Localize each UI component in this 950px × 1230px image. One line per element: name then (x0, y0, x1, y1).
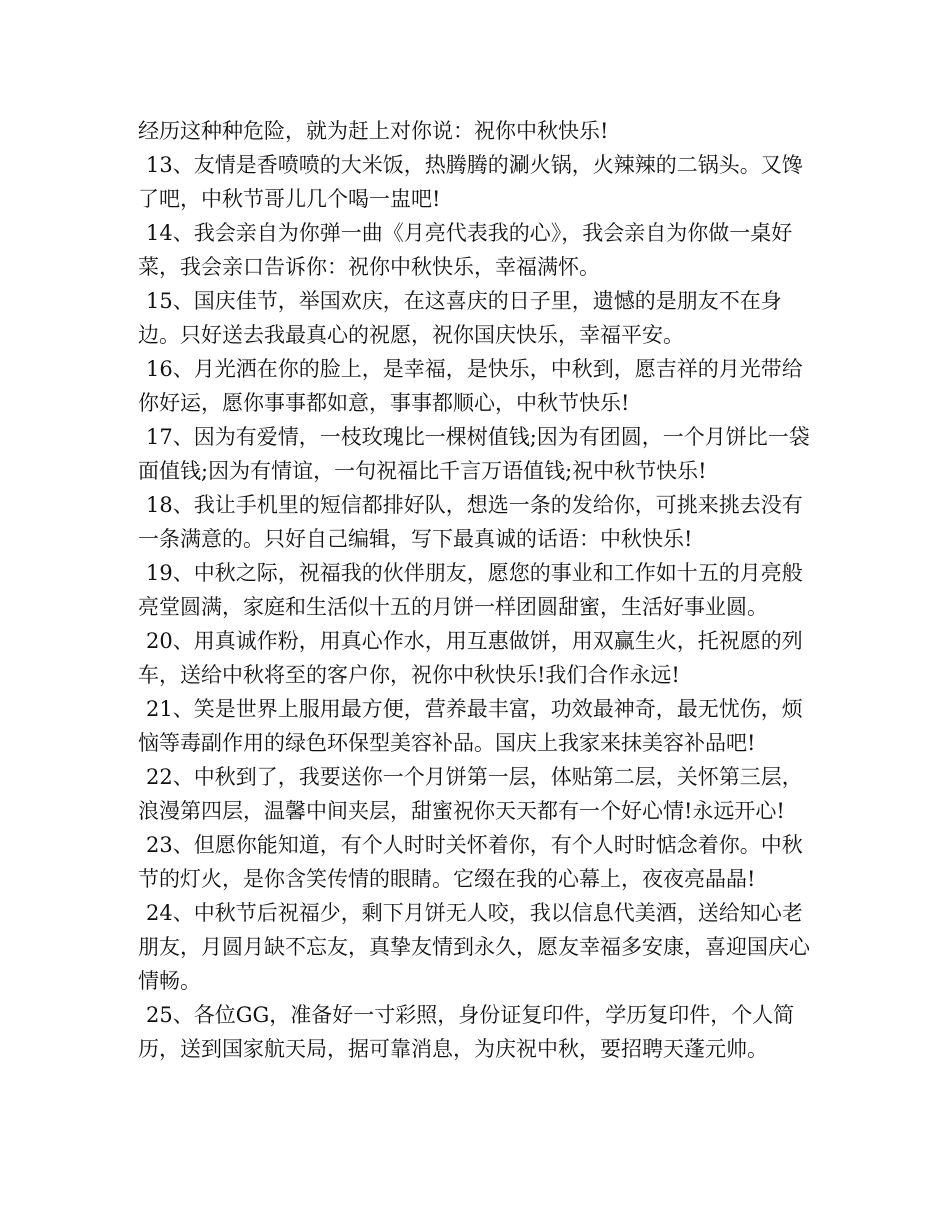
paragraph-15: 15、国庆佳节，举国欢庆，在这喜庆的日子里，遗憾的是朋友不在身边。只好送去我最真心的祝愿，祝你国庆快乐，幸福平安。 (138, 289, 782, 347)
document-body (138, 114, 818, 1066)
paragraph-23: 23、但愿你能知道，有个人时时关怀着你，有个人时时惦念着你。中秋节的灯火，是你含笑传情的眼睛。它缀在我的心幕上，夜夜亮晶晶! (138, 833, 803, 891)
paragraph-16: 16、月光洒在你的脸上，是幸福，是快乐，中秋到，愿吉祥的月光带给你好运，愿你事事都如意，事事都顺心，中秋节快乐! (138, 357, 803, 415)
paragraph-13: 13、友情是香喷喷的大米饭，热腾腾的涮火锅，火辣辣的二锅头。又馋了吧，中秋节哥儿几个喝一盅吧! (138, 153, 803, 211)
paragraph-14: 14、我会亲自为你弹一曲《月亮代表我的心》，我会亲自为你做一桌好菜，我会亲口告诉你：祝你中秋快乐，幸福满怀。 (138, 221, 793, 279)
paragraph-21: 21、笑是世界上服用最方便，营养最丰富，功效最神奇，最无忧伤，烦恼等毒副作用的绿色环保型美容补品。国庆上我家来抹美容补品吧! (138, 697, 803, 755)
paragraph-18: 18、我让手机里的短信都排好队，想选一条的发给你，可挑来挑去没有一条满意的。只好自己编辑，写下最真诚的话语：中秋快乐! (138, 493, 803, 551)
paragraph-22: 22、中秋到了，我要送你一个月饼第一层，体贴第二层，关怀第三层，浪漫第四层，温馨中间夹层，甜蜜祝你天天都有一个好心情!永远开心! (138, 765, 803, 823)
paragraph-25: 25、各位GG，准备好一寸彩照，身份证复印件，学历复印件，个人简历，送到国家航天局，据可靠消息，为庆祝中秋，要招聘天蓬元帅。 (138, 1003, 795, 1061)
paragraph-19: 19、中秋之际，祝福我的伙伴朋友，愿您的事业和工作如十五的月亮般亮堂圆满，家庭和生活似十五的月饼一样团圆甜蜜，生活好事业圆。 (138, 561, 803, 619)
paragraph-17: 17、因为有爱情，一枝玫瑰比一棵树值钱;因为有团圆，一个月饼比一袋面值钱;因为有情谊，一句祝福比千言万语值钱;祝中秋节快乐! (138, 425, 810, 483)
paragraph-continuation: 经历这种种危险，就为赶上对你说：祝你中秋快乐! (138, 119, 609, 143)
paragraph-20: 20、用真诚作粉，用真心作水，用互惠做饼，用双赢生火，托祝愿的列车，送给中秋将至的客户你，祝你中秋快乐!我们合作永远! (138, 629, 803, 687)
paragraph-24: 24、中秋节后祝福少，剩下月饼无人咬，我以信息代美酒，送给知心老朋友，月圆月缺不忘友，真挚友情到永久，愿友幸福多安康，喜迎国庆心情畅。 (138, 901, 810, 993)
